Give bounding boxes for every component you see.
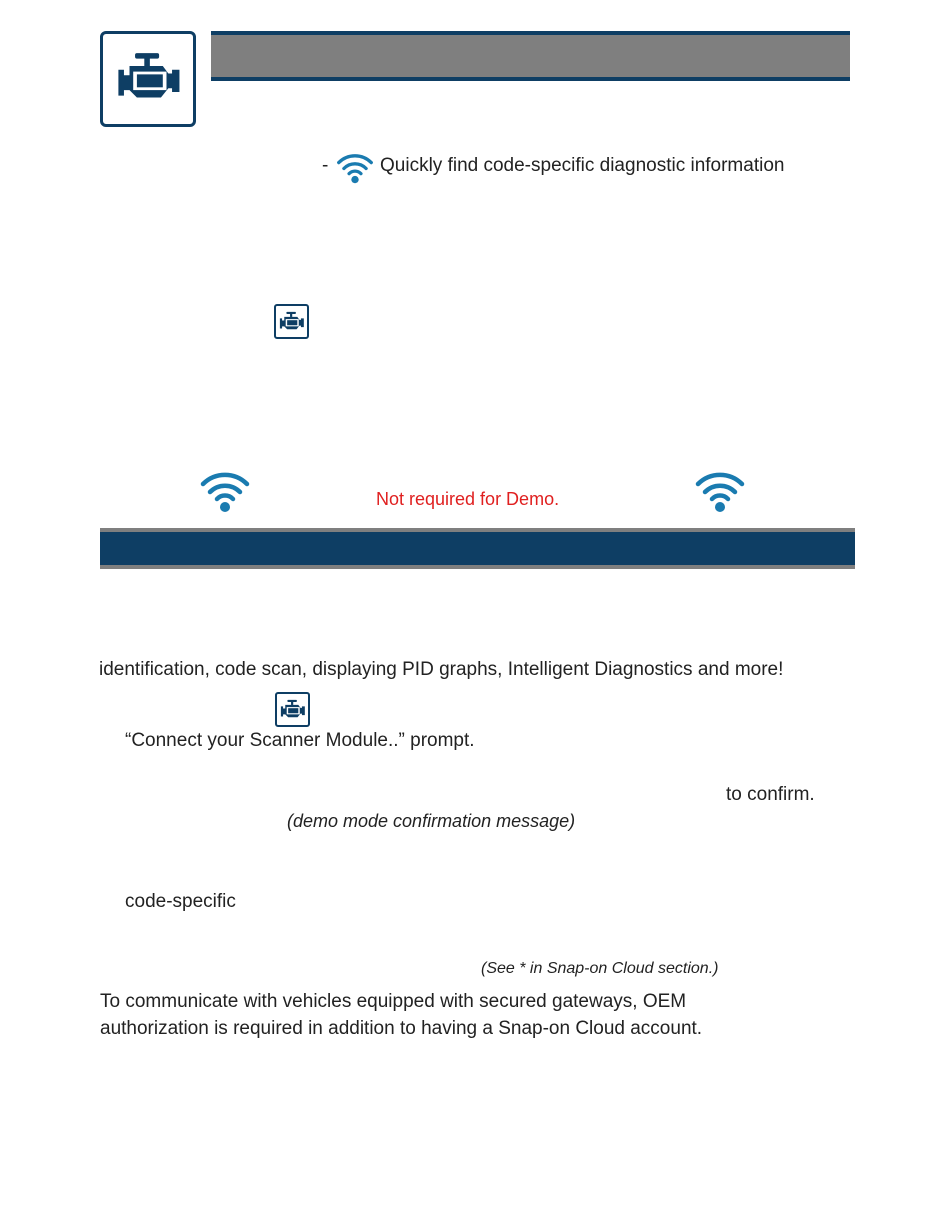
engine-icon-small [274, 304, 309, 339]
text-to-confirm: to confirm. [726, 784, 815, 805]
wifi-icon [336, 150, 374, 184]
section-header-bar [100, 528, 855, 569]
wifi-icon [695, 467, 745, 513]
title-bar [211, 31, 850, 81]
demo-notice: Not required for Demo. [376, 489, 560, 509]
bullet-text: Quickly find code-specific diagnostic information [380, 155, 785, 176]
text-code-specific: code-specific [125, 891, 236, 912]
engine-icon-badge [100, 31, 196, 127]
text-identification: identification, code scan, displaying PID graphs, Intelligent Diagnostics and more! [99, 659, 784, 680]
text-gateway-2: authorization is required in addition to having a Snap-on Cloud account. [100, 1018, 703, 1039]
text-demo-confirmation: (demo mode confirmation message) [287, 811, 576, 831]
text-gateway-1: To communicate with vehicles equipped with secured gateways, OEM [100, 991, 687, 1012]
wifi-icon [200, 467, 250, 513]
engine-icon [111, 51, 185, 107]
engine-icon-small [275, 692, 310, 727]
bullet-dash: - [322, 155, 329, 176]
text-see-cloud: (See * in Snap-on Cloud section.) [481, 960, 719, 977]
text-connect-prompt: “Connect your Scanner Module..” prompt. [125, 730, 475, 751]
